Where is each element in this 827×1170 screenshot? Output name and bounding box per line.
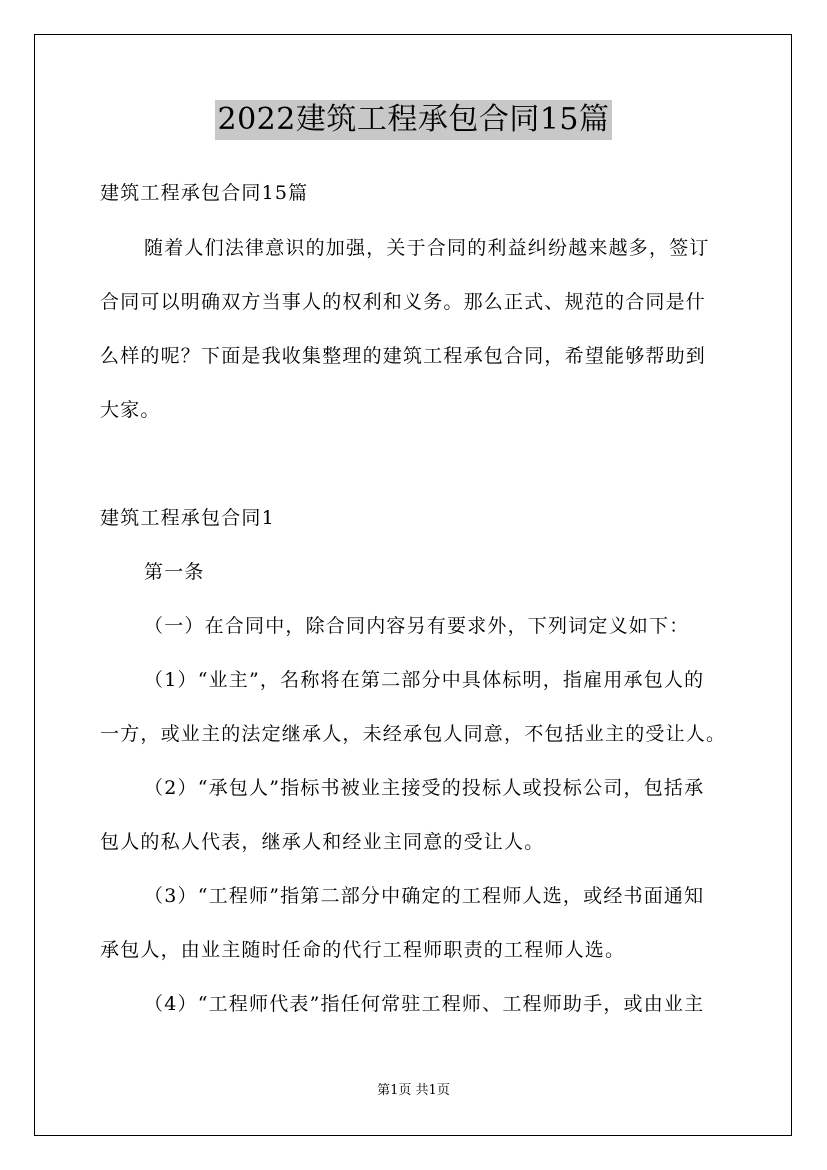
clause-item: （1）“业主”，名称将在第二部分中具体标明，指雇用承包人的 <box>144 669 705 691</box>
section-heading: 建筑工程承包合同1 <box>100 507 275 529</box>
page-footer: 第1页 共1页 <box>377 1083 450 1098</box>
document-title: 2022建筑工程承包合同15篇 <box>215 100 611 140</box>
clause-item: （4）“工程师代表”指任何常驻工程师、工程师助手，或由业主 <box>144 993 705 1015</box>
title-container <box>0 100 827 140</box>
document-subtitle: 建筑工程承包合同15篇 <box>100 182 309 204</box>
intro-line-4: 大家。 <box>100 399 161 421</box>
clause-item: 承包人，由业主随时任命的代行工程师职责的工程师人选。 <box>100 939 626 961</box>
clause-item: 包人的私人代表，继承人和经业主同意的受让人。 <box>100 831 545 853</box>
clause-intro: （一）在合同中，除合同内容另有要求外，下列词定义如下： <box>144 615 690 637</box>
intro-line-2: 合同可以明确双方当事人的权利和义务。那么正式、规范的合同是什 <box>100 291 707 313</box>
article-heading: 第一条 <box>144 561 205 583</box>
clause-item: （2）“承包人”指标书被业主接受的投标人或投标公司，包括承 <box>144 777 705 799</box>
intro-line-1: 随着人们法律意识的加强，关于合同的利益纠纷越来越多，签订 <box>144 237 710 259</box>
intro-line-3: 么样的呢？下面是我收集整理的建筑工程承包合同，希望能够帮助到 <box>100 345 707 367</box>
clause-item: 一方，或业主的法定继承人，未经承包人同意，不包括业主的受让人。 <box>100 723 727 745</box>
clause-item: （3）“工程师”指第二部分中确定的工程师人选，或经书面通知 <box>144 885 705 907</box>
